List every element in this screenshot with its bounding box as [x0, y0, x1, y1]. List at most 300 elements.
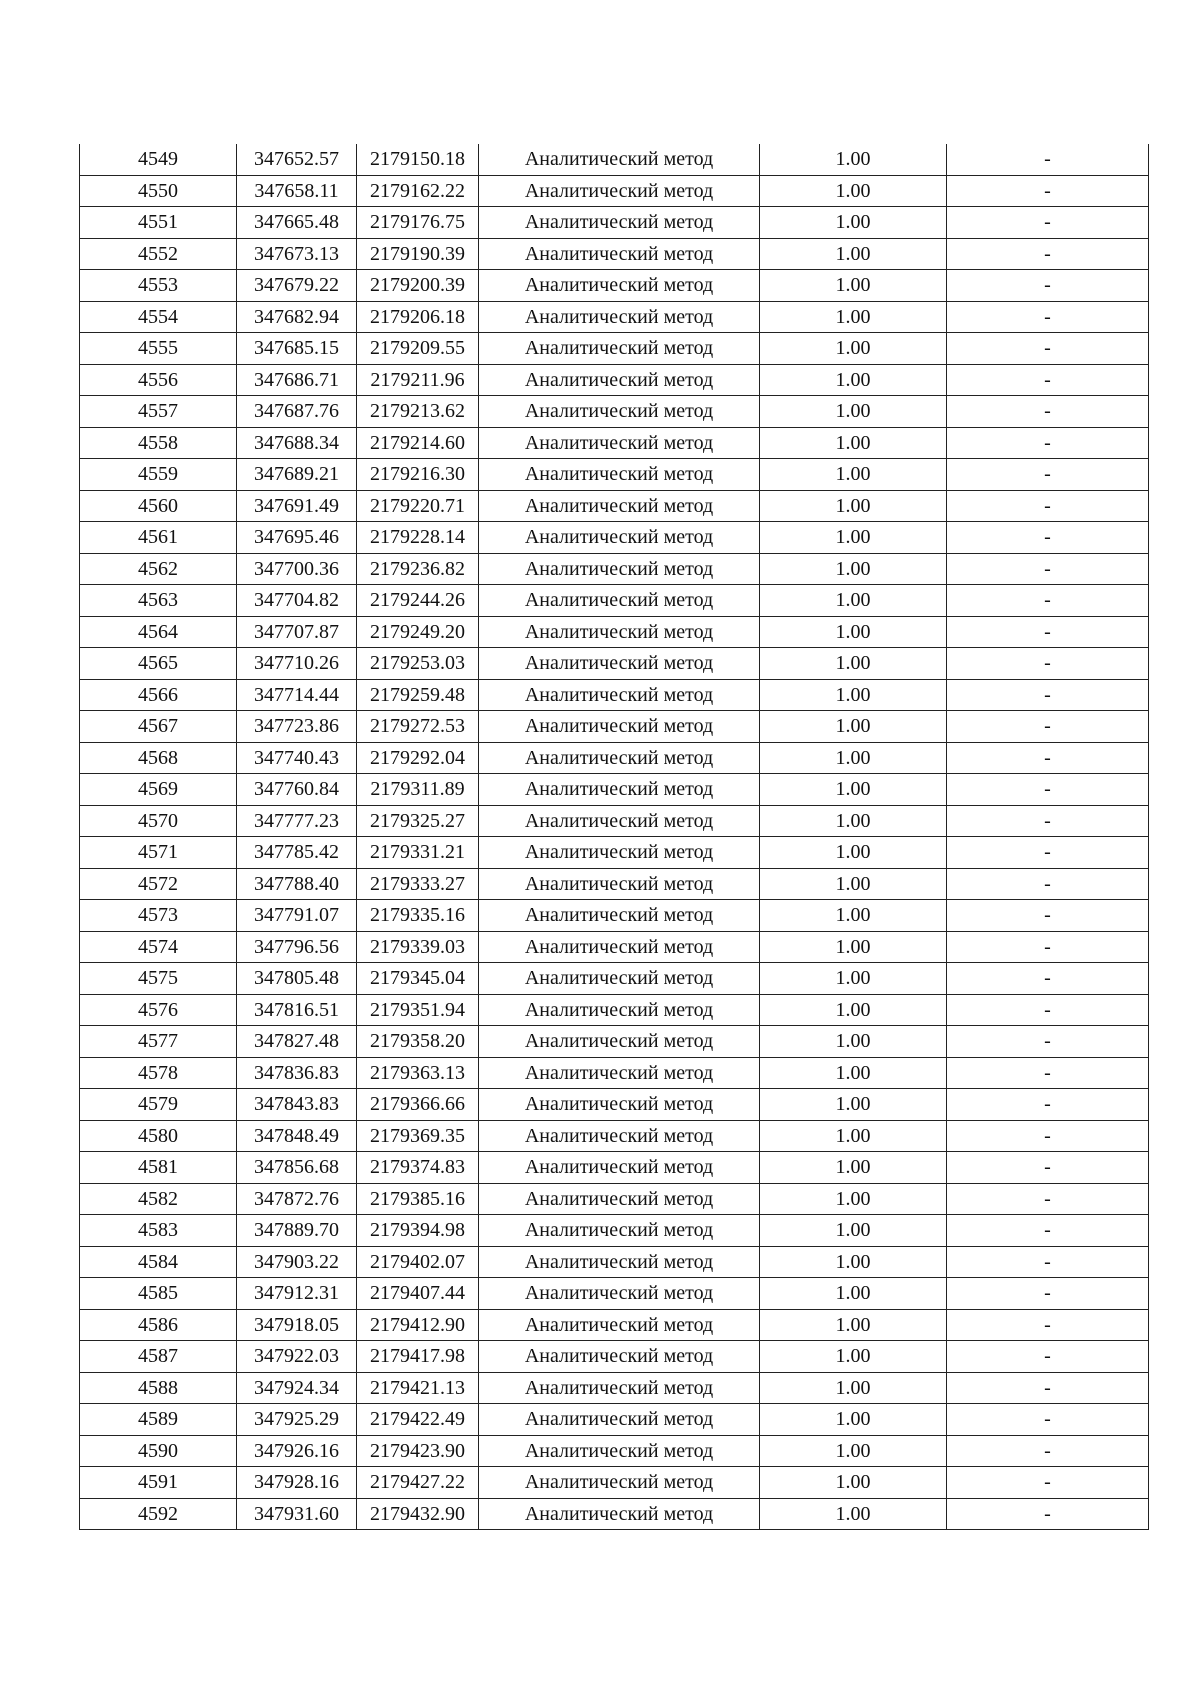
- point-number-cell: 4559: [80, 459, 237, 491]
- description-cell: -: [947, 1089, 1149, 1121]
- method-cell: Аналитический метод: [479, 742, 760, 774]
- description-cell: -: [947, 1215, 1149, 1247]
- y-coordinate-cell: 2179200.39: [357, 270, 479, 302]
- table-row: [80, 868, 1149, 900]
- x-coordinate-cell: 347836.83: [237, 1057, 357, 1089]
- description-cell: -: [947, 333, 1149, 365]
- description-cell: -: [947, 364, 1149, 396]
- point-number-cell: 4549: [80, 144, 237, 175]
- accuracy-cell: 1.00: [760, 1435, 947, 1467]
- description-cell: -: [947, 585, 1149, 617]
- point-number-cell: 4553: [80, 270, 237, 302]
- table-row: [80, 1057, 1149, 1089]
- description-cell: -: [947, 144, 1149, 175]
- x-coordinate-cell: 347805.48: [237, 963, 357, 995]
- y-coordinate-cell: 2179366.66: [357, 1089, 479, 1121]
- method-cell: Аналитический метод: [479, 616, 760, 648]
- y-coordinate-cell: 2179211.96: [357, 364, 479, 396]
- table-row: [80, 427, 1149, 459]
- y-coordinate-cell: 2179333.27: [357, 868, 479, 900]
- x-coordinate-cell: 347903.22: [237, 1246, 357, 1278]
- method-cell: Аналитический метод: [479, 1215, 760, 1247]
- x-coordinate-cell: 347704.82: [237, 585, 357, 617]
- accuracy-cell: 1.00: [760, 522, 947, 554]
- table-row: [80, 679, 1149, 711]
- x-coordinate-cell: 347700.36: [237, 553, 357, 585]
- table-row: [80, 522, 1149, 554]
- description-cell: -: [947, 1372, 1149, 1404]
- description-cell: -: [947, 1498, 1149, 1530]
- method-cell: Аналитический метод: [479, 648, 760, 680]
- accuracy-cell: 1.00: [760, 301, 947, 333]
- accuracy-cell: 1.00: [760, 207, 947, 239]
- y-coordinate-cell: 2179216.30: [357, 459, 479, 491]
- method-cell: Аналитический метод: [479, 1467, 760, 1499]
- x-coordinate-cell: 347791.07: [237, 900, 357, 932]
- accuracy-cell: 1.00: [760, 1215, 947, 1247]
- point-number-cell: 4551: [80, 207, 237, 239]
- y-coordinate-cell: 2179292.04: [357, 742, 479, 774]
- description-cell: -: [947, 1183, 1149, 1215]
- x-coordinate-cell: 347928.16: [237, 1467, 357, 1499]
- description-cell: -: [947, 805, 1149, 837]
- y-coordinate-cell: 2179394.98: [357, 1215, 479, 1247]
- method-cell: Аналитический метод: [479, 364, 760, 396]
- x-coordinate-cell: 347848.49: [237, 1120, 357, 1152]
- x-coordinate-cell: 347740.43: [237, 742, 357, 774]
- point-number-cell: 4571: [80, 837, 237, 869]
- table-row: [80, 238, 1149, 270]
- description-cell: -: [947, 1435, 1149, 1467]
- point-number-cell: 4555: [80, 333, 237, 365]
- table-row: [80, 1183, 1149, 1215]
- accuracy-cell: 1.00: [760, 144, 947, 175]
- table-row: [80, 994, 1149, 1026]
- description-cell: -: [947, 1404, 1149, 1436]
- description-cell: -: [947, 238, 1149, 270]
- point-number-cell: 4590: [80, 1435, 237, 1467]
- y-coordinate-cell: 2179402.07: [357, 1246, 479, 1278]
- table-row: [80, 333, 1149, 365]
- y-coordinate-cell: 2179190.39: [357, 238, 479, 270]
- method-cell: Аналитический метод: [479, 270, 760, 302]
- point-number-cell: 4580: [80, 1120, 237, 1152]
- y-coordinate-cell: 2179162.22: [357, 175, 479, 207]
- method-cell: Аналитический метод: [479, 238, 760, 270]
- point-number-cell: 4581: [80, 1152, 237, 1184]
- description-cell: -: [947, 1278, 1149, 1310]
- table-row: [80, 616, 1149, 648]
- method-cell: Аналитический метод: [479, 207, 760, 239]
- accuracy-cell: 1.00: [760, 711, 947, 743]
- x-coordinate-cell: 347931.60: [237, 1498, 357, 1530]
- accuracy-cell: 1.00: [760, 1498, 947, 1530]
- x-coordinate-cell: 347665.48: [237, 207, 357, 239]
- table-row: [80, 1309, 1149, 1341]
- y-coordinate-cell: 2179311.89: [357, 774, 479, 806]
- point-number-cell: 4572: [80, 868, 237, 900]
- method-cell: Аналитический метод: [479, 679, 760, 711]
- description-cell: -: [947, 427, 1149, 459]
- y-coordinate-cell: 2179369.35: [357, 1120, 479, 1152]
- point-number-cell: 4558: [80, 427, 237, 459]
- description-cell: -: [947, 963, 1149, 995]
- y-coordinate-cell: 2179417.98: [357, 1341, 479, 1373]
- accuracy-cell: 1.00: [760, 900, 947, 932]
- y-coordinate-cell: 2179363.13: [357, 1057, 479, 1089]
- description-cell: -: [947, 301, 1149, 333]
- accuracy-cell: 1.00: [760, 1026, 947, 1058]
- point-number-cell: 4587: [80, 1341, 237, 1373]
- method-cell: Аналитический метод: [479, 1372, 760, 1404]
- point-number-cell: 4557: [80, 396, 237, 428]
- table-row: [80, 1089, 1149, 1121]
- y-coordinate-cell: 2179345.04: [357, 963, 479, 995]
- method-cell: Аналитический метод: [479, 1246, 760, 1278]
- y-coordinate-cell: 2179244.26: [357, 585, 479, 617]
- table-row: [80, 1341, 1149, 1373]
- table-row: [80, 837, 1149, 869]
- accuracy-cell: 1.00: [760, 175, 947, 207]
- method-cell: Аналитический метод: [479, 1120, 760, 1152]
- table-row: [80, 175, 1149, 207]
- accuracy-cell: 1.00: [760, 963, 947, 995]
- point-number-cell: 4578: [80, 1057, 237, 1089]
- description-cell: -: [947, 553, 1149, 585]
- method-cell: Аналитический метод: [479, 490, 760, 522]
- description-cell: -: [947, 868, 1149, 900]
- x-coordinate-cell: 347796.56: [237, 931, 357, 963]
- table-row: [80, 1498, 1149, 1530]
- accuracy-cell: 1.00: [760, 616, 947, 648]
- table-row: [80, 1372, 1149, 1404]
- x-coordinate-cell: 347922.03: [237, 1341, 357, 1373]
- y-coordinate-cell: 2179249.20: [357, 616, 479, 648]
- table-row: [80, 805, 1149, 837]
- accuracy-cell: 1.00: [760, 805, 947, 837]
- accuracy-cell: 1.00: [760, 679, 947, 711]
- point-number-cell: 4585: [80, 1278, 237, 1310]
- description-cell: -: [947, 742, 1149, 774]
- method-cell: Аналитический метод: [479, 144, 760, 175]
- point-number-cell: 4568: [80, 742, 237, 774]
- x-coordinate-cell: 347872.76: [237, 1183, 357, 1215]
- accuracy-cell: 1.00: [760, 1404, 947, 1436]
- point-number-cell: 4575: [80, 963, 237, 995]
- point-number-cell: 4561: [80, 522, 237, 554]
- x-coordinate-cell: 347687.76: [237, 396, 357, 428]
- accuracy-cell: 1.00: [760, 553, 947, 585]
- table-row: [80, 207, 1149, 239]
- x-coordinate-cell: 347695.46: [237, 522, 357, 554]
- description-cell: -: [947, 679, 1149, 711]
- accuracy-cell: 1.00: [760, 427, 947, 459]
- y-coordinate-cell: 2179331.21: [357, 837, 479, 869]
- method-cell: Аналитический метод: [479, 1309, 760, 1341]
- accuracy-cell: 1.00: [760, 364, 947, 396]
- method-cell: Аналитический метод: [479, 837, 760, 869]
- description-cell: -: [947, 648, 1149, 680]
- y-coordinate-cell: 2179220.71: [357, 490, 479, 522]
- coordinates-table: [79, 144, 1149, 1530]
- point-number-cell: 4579: [80, 1089, 237, 1121]
- accuracy-cell: 1.00: [760, 1467, 947, 1499]
- accuracy-cell: 1.00: [760, 1089, 947, 1121]
- x-coordinate-cell: 347723.86: [237, 711, 357, 743]
- y-coordinate-cell: 2179427.22: [357, 1467, 479, 1499]
- method-cell: Аналитический метод: [479, 963, 760, 995]
- description-cell: -: [947, 1467, 1149, 1499]
- y-coordinate-cell: 2179421.13: [357, 1372, 479, 1404]
- table-row: [80, 648, 1149, 680]
- x-coordinate-cell: 347682.94: [237, 301, 357, 333]
- method-cell: Аналитический метод: [479, 1498, 760, 1530]
- description-cell: -: [947, 1152, 1149, 1184]
- x-coordinate-cell: 347816.51: [237, 994, 357, 1026]
- method-cell: Аналитический метод: [479, 427, 760, 459]
- x-coordinate-cell: 347688.34: [237, 427, 357, 459]
- description-cell: -: [947, 207, 1149, 239]
- accuracy-cell: 1.00: [760, 868, 947, 900]
- description-cell: -: [947, 522, 1149, 554]
- y-coordinate-cell: 2179150.18: [357, 144, 479, 175]
- y-coordinate-cell: 2179253.03: [357, 648, 479, 680]
- point-number-cell: 4584: [80, 1246, 237, 1278]
- point-number-cell: 4560: [80, 490, 237, 522]
- table-row: [80, 1152, 1149, 1184]
- accuracy-cell: 1.00: [760, 1120, 947, 1152]
- y-coordinate-cell: 2179385.16: [357, 1183, 479, 1215]
- y-coordinate-cell: 2179412.90: [357, 1309, 479, 1341]
- accuracy-cell: 1.00: [760, 459, 947, 491]
- y-coordinate-cell: 2179339.03: [357, 931, 479, 963]
- accuracy-cell: 1.00: [760, 1341, 947, 1373]
- table-row: [80, 459, 1149, 491]
- x-coordinate-cell: 347785.42: [237, 837, 357, 869]
- point-number-cell: 4562: [80, 553, 237, 585]
- y-coordinate-cell: 2179422.49: [357, 1404, 479, 1436]
- method-cell: Аналитический метод: [479, 585, 760, 617]
- y-coordinate-cell: 2179432.90: [357, 1498, 479, 1530]
- description-cell: -: [947, 270, 1149, 302]
- x-coordinate-cell: 347926.16: [237, 1435, 357, 1467]
- x-coordinate-cell: 347856.68: [237, 1152, 357, 1184]
- y-coordinate-cell: 2179209.55: [357, 333, 479, 365]
- method-cell: Аналитический метод: [479, 333, 760, 365]
- accuracy-cell: 1.00: [760, 333, 947, 365]
- x-coordinate-cell: 347679.22: [237, 270, 357, 302]
- method-cell: Аналитический метод: [479, 553, 760, 585]
- x-coordinate-cell: 347788.40: [237, 868, 357, 900]
- table-row: [80, 1120, 1149, 1152]
- y-coordinate-cell: 2179407.44: [357, 1278, 479, 1310]
- method-cell: Аналитический метод: [479, 1026, 760, 1058]
- table-row: [80, 963, 1149, 995]
- point-number-cell: 4574: [80, 931, 237, 963]
- y-coordinate-cell: 2179236.82: [357, 553, 479, 585]
- method-cell: Аналитический метод: [479, 711, 760, 743]
- accuracy-cell: 1.00: [760, 1152, 947, 1184]
- method-cell: Аналитический метод: [479, 805, 760, 837]
- description-cell: -: [947, 1246, 1149, 1278]
- y-coordinate-cell: 2179374.83: [357, 1152, 479, 1184]
- x-coordinate-cell: 347691.49: [237, 490, 357, 522]
- accuracy-cell: 1.00: [760, 931, 947, 963]
- x-coordinate-cell: 347658.11: [237, 175, 357, 207]
- point-number-cell: 4569: [80, 774, 237, 806]
- point-number-cell: 4554: [80, 301, 237, 333]
- table-row: [80, 900, 1149, 932]
- coordinates-table-body: [80, 144, 1149, 1530]
- method-cell: Аналитический метод: [479, 459, 760, 491]
- table-row: [80, 742, 1149, 774]
- point-number-cell: 4586: [80, 1309, 237, 1341]
- accuracy-cell: 1.00: [760, 238, 947, 270]
- table-row: [80, 144, 1149, 175]
- y-coordinate-cell: 2179358.20: [357, 1026, 479, 1058]
- method-cell: Аналитический метод: [479, 900, 760, 932]
- x-coordinate-cell: 347912.31: [237, 1278, 357, 1310]
- table-row: [80, 1246, 1149, 1278]
- point-number-cell: 4588: [80, 1372, 237, 1404]
- accuracy-cell: 1.00: [760, 490, 947, 522]
- table-row: [80, 585, 1149, 617]
- x-coordinate-cell: 347843.83: [237, 1089, 357, 1121]
- table-row: [80, 774, 1149, 806]
- table-row: [80, 396, 1149, 428]
- accuracy-cell: 1.00: [760, 994, 947, 1026]
- point-number-cell: 4589: [80, 1404, 237, 1436]
- accuracy-cell: 1.00: [760, 774, 947, 806]
- y-coordinate-cell: 2179259.48: [357, 679, 479, 711]
- point-number-cell: 4552: [80, 238, 237, 270]
- point-number-cell: 4570: [80, 805, 237, 837]
- method-cell: Аналитический метод: [479, 1278, 760, 1310]
- table-row: [80, 1467, 1149, 1499]
- point-number-cell: 4592: [80, 1498, 237, 1530]
- description-cell: -: [947, 931, 1149, 963]
- description-cell: -: [947, 1057, 1149, 1089]
- y-coordinate-cell: 2179228.14: [357, 522, 479, 554]
- y-coordinate-cell: 2179335.16: [357, 900, 479, 932]
- x-coordinate-cell: 347889.70: [237, 1215, 357, 1247]
- point-number-cell: 4566: [80, 679, 237, 711]
- y-coordinate-cell: 2179176.75: [357, 207, 479, 239]
- method-cell: Аналитический метод: [479, 1404, 760, 1436]
- point-number-cell: 4576: [80, 994, 237, 1026]
- x-coordinate-cell: 347710.26: [237, 648, 357, 680]
- point-number-cell: 4565: [80, 648, 237, 680]
- table-row: [80, 270, 1149, 302]
- point-number-cell: 4556: [80, 364, 237, 396]
- point-number-cell: 4563: [80, 585, 237, 617]
- x-coordinate-cell: 347714.44: [237, 679, 357, 711]
- y-coordinate-cell: 2179272.53: [357, 711, 479, 743]
- description-cell: -: [947, 1341, 1149, 1373]
- x-coordinate-cell: 347673.13: [237, 238, 357, 270]
- method-cell: Аналитический метод: [479, 301, 760, 333]
- table-row: [80, 364, 1149, 396]
- x-coordinate-cell: 347777.23: [237, 805, 357, 837]
- method-cell: Аналитический метод: [479, 931, 760, 963]
- description-cell: -: [947, 774, 1149, 806]
- accuracy-cell: 1.00: [760, 396, 947, 428]
- x-coordinate-cell: 347652.57: [237, 144, 357, 175]
- table-row: [80, 301, 1149, 333]
- table-row: [80, 1215, 1149, 1247]
- description-cell: -: [947, 837, 1149, 869]
- y-coordinate-cell: 2179325.27: [357, 805, 479, 837]
- x-coordinate-cell: 347707.87: [237, 616, 357, 648]
- y-coordinate-cell: 2179351.94: [357, 994, 479, 1026]
- accuracy-cell: 1.00: [760, 585, 947, 617]
- table-row: [80, 1404, 1149, 1436]
- description-cell: -: [947, 490, 1149, 522]
- point-number-cell: 4591: [80, 1467, 237, 1499]
- x-coordinate-cell: 347918.05: [237, 1309, 357, 1341]
- method-cell: Аналитический метод: [479, 1183, 760, 1215]
- accuracy-cell: 1.00: [760, 1278, 947, 1310]
- accuracy-cell: 1.00: [760, 837, 947, 869]
- point-number-cell: 4564: [80, 616, 237, 648]
- description-cell: -: [947, 1120, 1149, 1152]
- description-cell: -: [947, 711, 1149, 743]
- x-coordinate-cell: 347925.29: [237, 1404, 357, 1436]
- accuracy-cell: 1.00: [760, 1372, 947, 1404]
- description-cell: -: [947, 900, 1149, 932]
- point-number-cell: 4567: [80, 711, 237, 743]
- method-cell: Аналитический метод: [479, 1089, 760, 1121]
- method-cell: Аналитический метод: [479, 1341, 760, 1373]
- method-cell: Аналитический метод: [479, 1435, 760, 1467]
- description-cell: -: [947, 616, 1149, 648]
- method-cell: Аналитический метод: [479, 1057, 760, 1089]
- y-coordinate-cell: 2179423.90: [357, 1435, 479, 1467]
- point-number-cell: 4577: [80, 1026, 237, 1058]
- point-number-cell: 4573: [80, 900, 237, 932]
- table-row: [80, 553, 1149, 585]
- description-cell: -: [947, 175, 1149, 207]
- accuracy-cell: 1.00: [760, 1183, 947, 1215]
- method-cell: Аналитический метод: [479, 868, 760, 900]
- y-coordinate-cell: 2179214.60: [357, 427, 479, 459]
- method-cell: Аналитический метод: [479, 1152, 760, 1184]
- table-row: [80, 711, 1149, 743]
- point-number-cell: 4583: [80, 1215, 237, 1247]
- table-row: [80, 490, 1149, 522]
- table-row: [80, 1435, 1149, 1467]
- method-cell: Аналитический метод: [479, 994, 760, 1026]
- x-coordinate-cell: 347685.15: [237, 333, 357, 365]
- table-row: [80, 1026, 1149, 1058]
- description-cell: -: [947, 994, 1149, 1026]
- point-number-cell: 4582: [80, 1183, 237, 1215]
- y-coordinate-cell: 2179206.18: [357, 301, 479, 333]
- accuracy-cell: 1.00: [760, 742, 947, 774]
- accuracy-cell: 1.00: [760, 1309, 947, 1341]
- y-coordinate-cell: 2179213.62: [357, 396, 479, 428]
- x-coordinate-cell: 347689.21: [237, 459, 357, 491]
- description-cell: -: [947, 396, 1149, 428]
- description-cell: -: [947, 459, 1149, 491]
- point-number-cell: 4550: [80, 175, 237, 207]
- description-cell: -: [947, 1309, 1149, 1341]
- x-coordinate-cell: 347924.34: [237, 1372, 357, 1404]
- table-row: [80, 1278, 1149, 1310]
- accuracy-cell: 1.00: [760, 270, 947, 302]
- method-cell: Аналитический метод: [479, 175, 760, 207]
- x-coordinate-cell: 347760.84: [237, 774, 357, 806]
